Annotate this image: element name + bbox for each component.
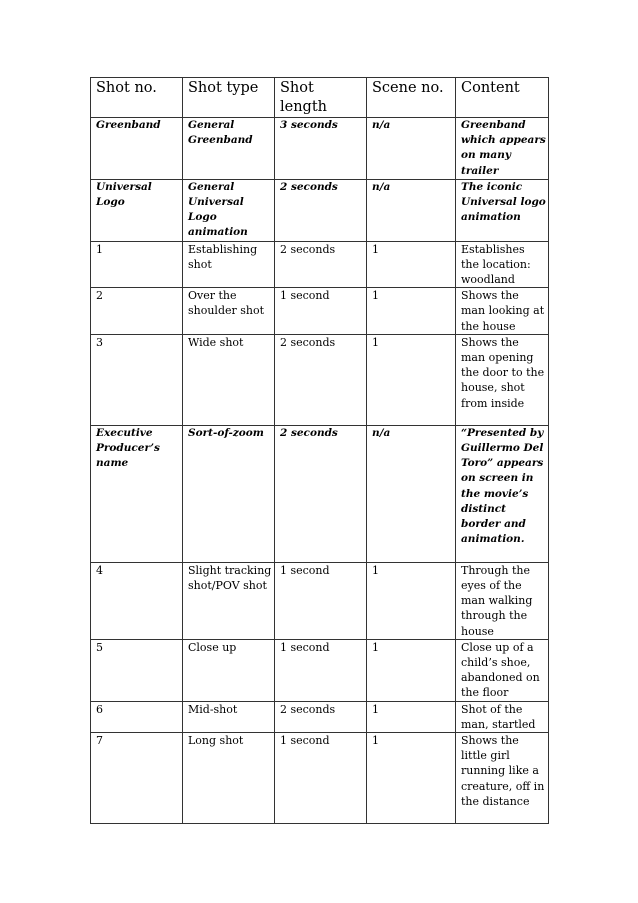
table-header-row bbox=[91, 78, 549, 118]
cell-content: Shot of the man, startled bbox=[456, 701, 549, 732]
cell-shot-no: 2 bbox=[91, 288, 183, 335]
cell-scene-no: n/a bbox=[367, 118, 456, 180]
cell-content: Shows the little girl running like a creature, off in the distance bbox=[456, 733, 549, 824]
table-row bbox=[91, 334, 549, 425]
cell-shot-type: Long shot bbox=[183, 733, 275, 824]
cell-shot-length: 1 second bbox=[275, 288, 367, 335]
cell-shot-type: Establishing shot bbox=[183, 241, 275, 288]
cell-content: Greenband which appears on many trailer bbox=[456, 118, 549, 180]
cell-scene-no: 1 bbox=[367, 639, 456, 701]
cell-content: Shows the man looking at the house bbox=[456, 288, 549, 335]
table-row bbox=[91, 425, 549, 562]
cell-scene-no: 1 bbox=[367, 334, 456, 425]
cell-shot-type: General Universal Logo animation bbox=[183, 179, 275, 241]
cell-content: Close up of a child’s shoe, abandoned on the floor bbox=[456, 639, 549, 701]
cell-content: Shows the man opening the door to the house, shot from inside bbox=[456, 334, 549, 425]
cell-scene-no: 1 bbox=[367, 701, 456, 732]
cell-shot-type: Slight tracking shot/POV shot bbox=[183, 562, 275, 639]
table-row bbox=[91, 118, 549, 180]
cell-shot-length: 1 second bbox=[275, 639, 367, 701]
cell-shot-type: Wide shot bbox=[183, 334, 275, 425]
cell-shot-no: 4 bbox=[91, 562, 183, 639]
cell-shot-no: Universal Logo bbox=[91, 179, 183, 241]
cell-shot-length: 3 seconds bbox=[275, 118, 367, 180]
table-row bbox=[91, 562, 549, 639]
cell-shot-type: Over the shoulder shot bbox=[183, 288, 275, 335]
cell-shot-type: General Greenband bbox=[183, 118, 275, 180]
cell-scene-no: n/a bbox=[367, 425, 456, 562]
table-row bbox=[91, 733, 549, 824]
cell-content: Through the eyes of the man walking through the house bbox=[456, 562, 549, 639]
table-row bbox=[91, 701, 549, 732]
cell-shot-length: 2 seconds bbox=[275, 425, 367, 562]
table-row bbox=[91, 179, 549, 241]
cell-scene-no: 1 bbox=[367, 241, 456, 288]
cell-shot-no: 1 bbox=[91, 241, 183, 288]
cell-scene-no: 1 bbox=[367, 733, 456, 824]
cell-shot-no: 3 bbox=[91, 334, 183, 425]
cell-shot-length: 2 seconds bbox=[275, 334, 367, 425]
header-shot-no: Shot no. bbox=[91, 78, 183, 118]
table-row bbox=[91, 639, 549, 701]
cell-shot-no: Greenband bbox=[91, 118, 183, 180]
cell-shot-length: 2 seconds bbox=[275, 701, 367, 732]
header-scene-no: Scene no. bbox=[367, 78, 456, 118]
cell-shot-type: Mid-shot bbox=[183, 701, 275, 732]
cell-shot-no: 5 bbox=[91, 639, 183, 701]
cell-shot-no: 6 bbox=[91, 701, 183, 732]
cell-shot-type: Close up bbox=[183, 639, 275, 701]
cell-shot-type: Sort-of-zoom bbox=[183, 425, 275, 562]
cell-content: Establishes the location: woodland bbox=[456, 241, 549, 288]
header-shot-type: Shot type bbox=[183, 78, 275, 118]
header-shot-length: Shot length bbox=[275, 78, 367, 118]
cell-shot-length: 1 second bbox=[275, 733, 367, 824]
cell-shot-length: 2 seconds bbox=[275, 179, 367, 241]
cell-scene-no: 1 bbox=[367, 288, 456, 335]
cell-shot-length: 2 seconds bbox=[275, 241, 367, 288]
cell-content: The iconic Universal logo animation bbox=[456, 179, 549, 241]
cell-shot-length: 1 second bbox=[275, 562, 367, 639]
table-row bbox=[91, 288, 549, 335]
table-row bbox=[91, 241, 549, 288]
shot-list-table bbox=[90, 77, 549, 824]
cell-scene-no: 1 bbox=[367, 562, 456, 639]
cell-shot-no: 7 bbox=[91, 733, 183, 824]
cell-content: “Presented by Guillermo Del Toro” appears on screen in the movie’s distinct border and animation. bbox=[456, 425, 549, 562]
cell-shot-no: Executive Producer’s name bbox=[91, 425, 183, 562]
header-content: Content bbox=[456, 78, 549, 118]
cell-scene-no: n/a bbox=[367, 179, 456, 241]
